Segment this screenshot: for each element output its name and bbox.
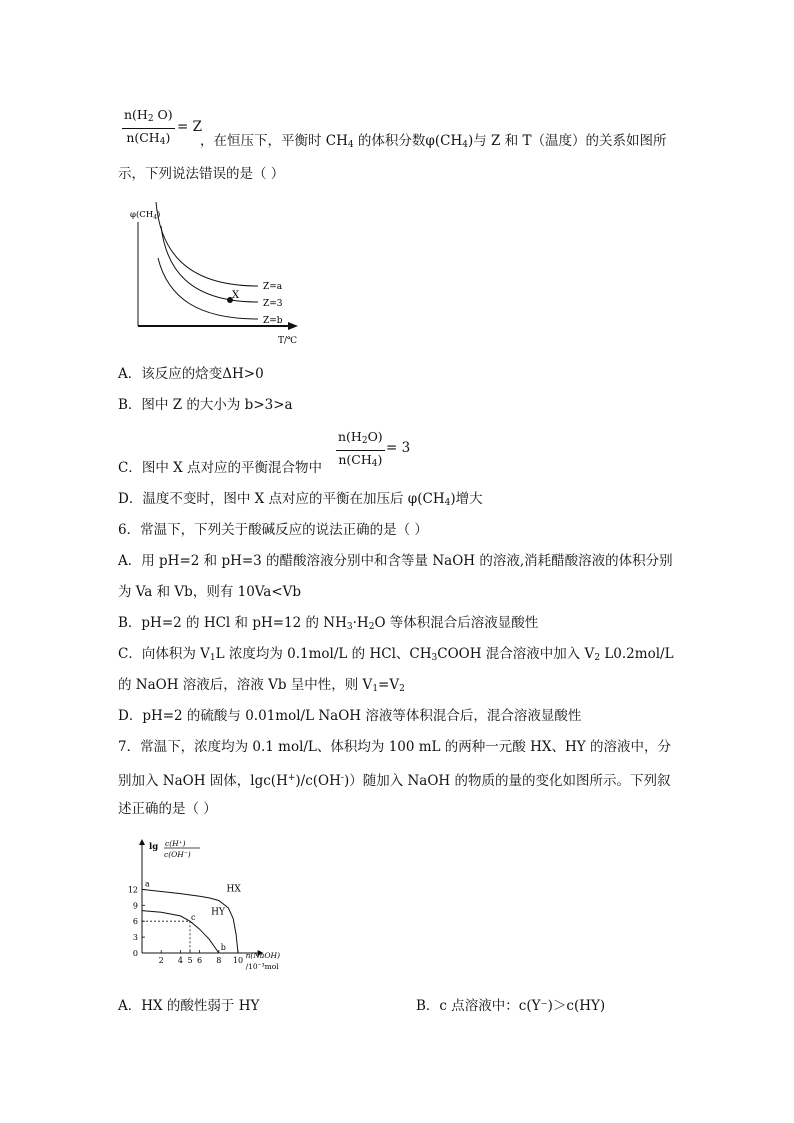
q6-option-b: B．pH=2 的 HCl 和 pH=12 的 $NH_3\cdot H_2O$ 等体积混合后溶液显酸性	[118, 615, 539, 632]
q7-option-a: A．HX 的酸性弱于 HY	[118, 998, 260, 1014]
curve-z-b	[158, 258, 258, 319]
q6-option-c-line1: C．向体积为 $V_1L$ 浓度均为 0.1mol/L 的 HCl、$CH_3COOH$ 混合溶液中加入 $V_2$ L0.2mol/L	[118, 646, 674, 663]
x-tick-label: 10	[232, 956, 244, 965]
intro-line-2: 示，下列说法错误的是（ ）	[118, 166, 285, 182]
y-tick-label: 12	[127, 885, 138, 895]
q7-option-b: B．c 点溶液中：c(Y⁻)＞c(HY)	[416, 998, 606, 1014]
q6-option-d: D．pH=2 的硫酸与 0.01mol/L NaOH 溶液等体积混合后，混合溶液显酸性	[118, 708, 582, 724]
fig1-xlabel: T/℃	[278, 336, 298, 346]
y-tick-label: 6	[132, 917, 138, 927]
x-tick-label: 5	[187, 956, 193, 965]
z-definition-fraction	[122, 107, 175, 150]
x-tick-label: 4	[177, 956, 183, 965]
fig1-ylabel: $\varphi(CH_4)$	[130, 210, 161, 221]
curve-z-a	[156, 202, 258, 286]
y-tick-label: 9	[132, 901, 138, 911]
curve-label-a: Z=a	[263, 282, 283, 292]
point-label-c: c	[191, 913, 196, 923]
q6-option-c-line2: 的 NaOH 溶液后，溶液 Vb 呈中性，则 $V_1=V_2$	[118, 677, 405, 694]
y-axis-arrow	[139, 839, 145, 845]
q7-stem-line1: 7．常温下，浓度均为 0.1 mol/L、体积均为 100 mL 的两种一元酸 HX、HY 的溶液中，分	[118, 739, 671, 755]
y-tick-label: 3	[132, 933, 138, 943]
y-tick-label: 0	[132, 949, 138, 958]
point-x-label: X	[232, 290, 240, 301]
q5-option-b: B．图中 Z 的大小为 b>3>a	[118, 397, 293, 413]
curve-z-3	[161, 226, 258, 302]
x-tick-label: 8	[216, 956, 222, 965]
q6-option-a-line2: 为 Va 和 Vb，则有 10Va<Vb	[118, 584, 302, 600]
series-label-hx: HX	[226, 884, 241, 895]
x-tick-label: 2	[158, 956, 164, 965]
x-axis-label-unit: /10⁻³mol	[245, 962, 279, 971]
fraction-denominator: $n(CH_4)$	[126, 130, 171, 147]
curve-label-3: Z=3	[263, 299, 283, 309]
x-axis-label: n(NaOH)	[245, 951, 281, 960]
point-label-a: a	[145, 879, 150, 889]
point-label-b: b	[220, 943, 226, 952]
q7-stem-line2: 别加入 NaOH 固体，lgc(H+)/c(OH-)）随加入 NaOH 的物质的量的变化如图所示。下列叙	[118, 773, 671, 789]
y-axis-label-num: c(H⁺)	[165, 839, 186, 848]
series-hy	[142, 911, 219, 953]
fraction-equals: = Z	[177, 119, 202, 135]
y-axis-label: lg	[149, 842, 159, 852]
intro-line-1: ，在恒压下，平衡时 $CH_4$ 的体积分数$\varphi(CH_4)$与 Z 和 T（温度）的关系如图所	[200, 133, 667, 150]
x-tick-label: 6	[197, 956, 203, 965]
fraction-denominator: $n(CH_4)$	[338, 452, 383, 469]
fraction-numerator: $n(H_2O)$	[336, 429, 385, 451]
curve-label-b: Z=b	[263, 316, 283, 326]
q5-option-d: D．温度不变时，图中 X 点对应的平衡在加压后 $\varphi(CH_4)$增大	[118, 491, 483, 508]
q5-option-a: A．该反应的焓变ΔH>0	[118, 366, 264, 382]
q7-stem-line3: 述正确的是（ ）	[118, 801, 217, 817]
q5-option-c: C．图中 X 点对应的平衡混合物中	[118, 460, 323, 476]
lg-ratio-naoh-chart	[122, 835, 312, 980]
phi-ch4-temperature-figure	[128, 198, 308, 348]
y-axis-label-den: c(OH⁻)	[164, 850, 191, 859]
q5-c-fraction	[336, 429, 385, 472]
q5-c-equals: = 3	[386, 440, 411, 456]
fraction-numerator: $n(H_2$ O)	[122, 107, 175, 129]
q6-stem: 6．常温下，下列关于酸碱反应的说法正确的是（ ）	[118, 522, 428, 538]
series-label-hy: HY	[211, 907, 225, 918]
q6-option-a-line1: A．用 pH=2 和 pH=3 的醋酸溶液分别中和含等量 NaOH 的溶液,消耗醋酸溶液的体积分别	[118, 553, 673, 569]
